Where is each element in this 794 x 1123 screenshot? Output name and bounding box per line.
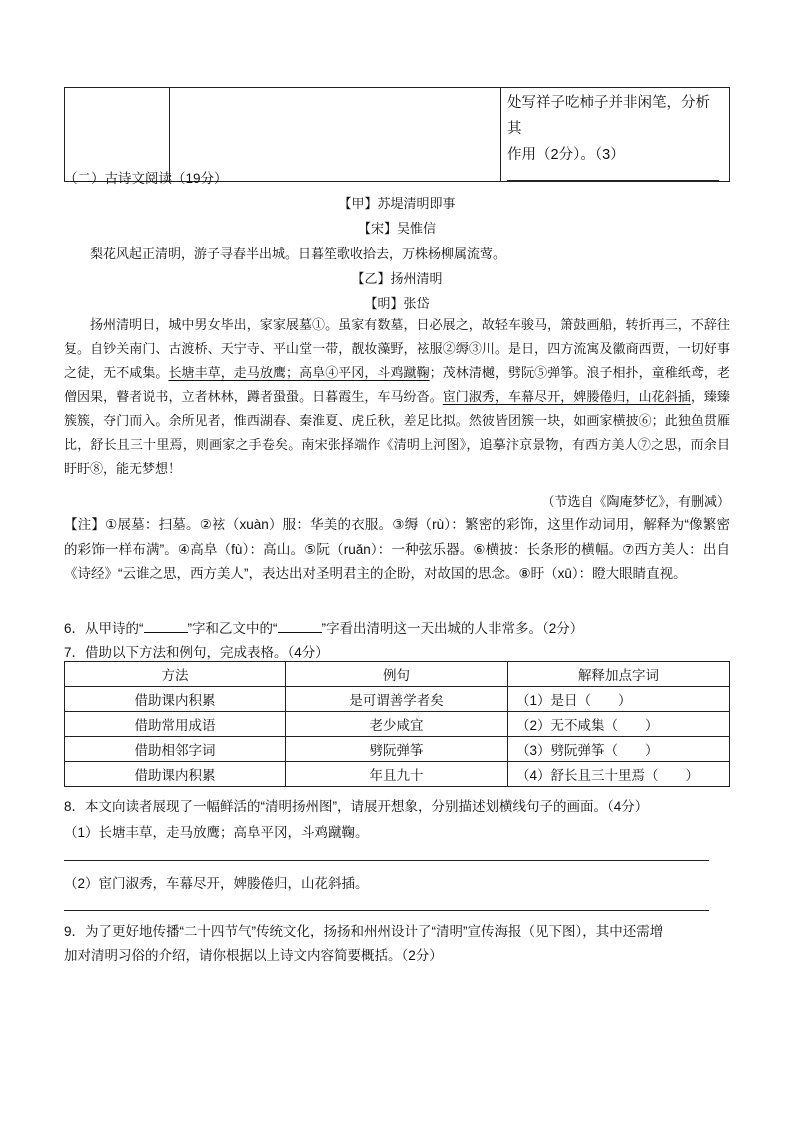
prose-b-title: 【乙】扬州清明 (351, 272, 443, 287)
answer-line (507, 172, 719, 181)
table-row (65, 712, 730, 737)
table-row (65, 687, 730, 712)
row-example: 老少咸宜 (286, 712, 508, 737)
top-cell-line-1: 处写祥子吃柿子并非闲笔，分析其 (507, 95, 710, 137)
row-example: 年且九十 (286, 762, 508, 787)
q6-blank-1[interactable] (144, 620, 188, 633)
question-9-line-2: 加对清明习俗的介绍，请你根据以上诗文内容简要概括。（2分） (64, 948, 443, 963)
header-example: 例句 (286, 662, 508, 687)
method-table-header (65, 662, 730, 687)
question-6 (64, 617, 583, 637)
row-method: 借助课内积累 (65, 762, 286, 787)
header-explain: 解释加点字词 (508, 662, 730, 687)
top-table-cell-3 (501, 88, 730, 182)
row-explain[interactable]: （2）无不咸集（ ） (508, 712, 730, 737)
question-8-sentence-1: （1）长塘丰草，走马放鹰；高阜平冈，斗鸡蹴鞠。 (64, 825, 369, 840)
row-example: 劈阮弹筝 (286, 737, 508, 762)
prose-b-p3: ，臻臻簇簇，夺门而入。余所见者，惟西湖春、秦淮夏、虎丘秋，差足比拟。然彼皆团簇一块，如画家横披⑥；此独鱼贯雁比，舒长且三十里焉，则画家之手卷矣。南宋张择端作《清明上河图》，追摹汴京景物，有西方美人⑦之思，而余目盱盱⑧，能无梦想！ (64, 390, 730, 477)
header-method: 方法 (65, 662, 286, 687)
answer-line-1[interactable] (64, 860, 709, 861)
q6-part2: ”字和乙文中的“ (187, 621, 278, 636)
underlined-sentence-2: 宦门淑秀，车幕尽开，婢媵倦归，山花斜插 (442, 390, 691, 405)
q6-blank-2[interactable] (278, 620, 322, 633)
prose-b-p2: ；茂林清樾，劈阮⑤弹筝。浪子相扑，童稚纸鸢，老僧因果，瞽者说书，立者林林，蹲者蛩蛩。日暮霞生，车马纷沓。 (64, 366, 730, 405)
prose-b-author: 【明】张岱 (364, 297, 430, 312)
annotation-notes (64, 513, 730, 587)
row-method: 借助课内积累 (65, 687, 286, 712)
prose-b-body (64, 314, 730, 482)
row-explain[interactable]: （4）舒长且三十里焉（ ） (508, 762, 730, 787)
question-8-sentence-2: （2）宦门淑秀，车幕尽开，婢媵倦归，山花斜插。 (64, 876, 369, 891)
row-method: 借助常用成语 (65, 712, 286, 737)
notes-label: 【注】 (64, 517, 106, 532)
question-8-title: 8．本文向读者展现了一幅鲜活的“清明扬州图”，请展开想象，分别描述划横线句子的画面。（4分） (64, 799, 649, 814)
notes-text: ①展墓：扫墓。②袨（xuàn）服：华美的衣服。③缛（rù）：繁密的彩饰，这里作动词用，解释为“像繁密的彩饰一样布满”。④高阜（fù）：高山。⑤阮（ruǎn）：一种弦乐器。⑥横披：长条形的横幅。⑦西方美人：出自《诗经》“云谁之思，西方美人”，表达出对圣明君主的企盼，对故国的思念。⑧盱（xū）：瞪大眼睛直视。 (64, 517, 730, 581)
table-row (65, 762, 730, 787)
question-7-title: 7．借助以下方法和例句，完成表格。（4分） (64, 645, 329, 660)
question-9-line-1: 9．为了更好地传播“二十四节气”传统文化，扬扬和州州设计了“清明”宣传海报（见下图），其中还需增 (64, 924, 664, 939)
prose-b-source: （节选自《陶庵梦忆》，有删减） (541, 495, 730, 510)
row-explain[interactable]: （3）劈阮弹筝（ ） (508, 737, 730, 762)
poem-a-author: 【宋】吴惟信 (357, 222, 436, 237)
poem-a-text: 梨花风起正清明，游子寻春半出城。日暮笙歌收拾去，万株杨柳属流莺。 (90, 247, 507, 262)
poem-a-title: 【甲】苏堤清明即事 (338, 197, 456, 212)
top-cell-line-2: 作用（2分）。（3） (507, 147, 625, 163)
q6-part1: 6．从甲诗的“ (64, 621, 144, 636)
prose-b-p1: 扬州清明日，城中男女毕出，家家展墓①。虽家有数墓，日必展之，故轻车骏马，箫鼓画船，转折再三，不辞往复。自钞关南门、古渡桥、天宁寺、平山堂一带，靓妆藻野，袨服②缛③川。是日，四方流寓及徽商西贾，一切好事之徒，无不咸集。 (64, 318, 730, 381)
section-title: （二）古诗文阅读（19分） (64, 171, 228, 186)
row-explain[interactable]: （1）是日（ ） (508, 687, 730, 712)
row-example: 是可谓善学者矣 (286, 687, 508, 712)
underlined-sentence-1: 长塘丰草，走马放鹰；高阜④平冈，斗鸡蹴鞠 (168, 366, 430, 381)
method-table (64, 661, 730, 787)
table-row (65, 737, 730, 762)
answer-line-2[interactable] (64, 910, 709, 911)
q6-part3: ”字看出清明这一天出城的人非常多。（2分） (321, 621, 584, 636)
row-method: 借助相邻字词 (65, 737, 286, 762)
